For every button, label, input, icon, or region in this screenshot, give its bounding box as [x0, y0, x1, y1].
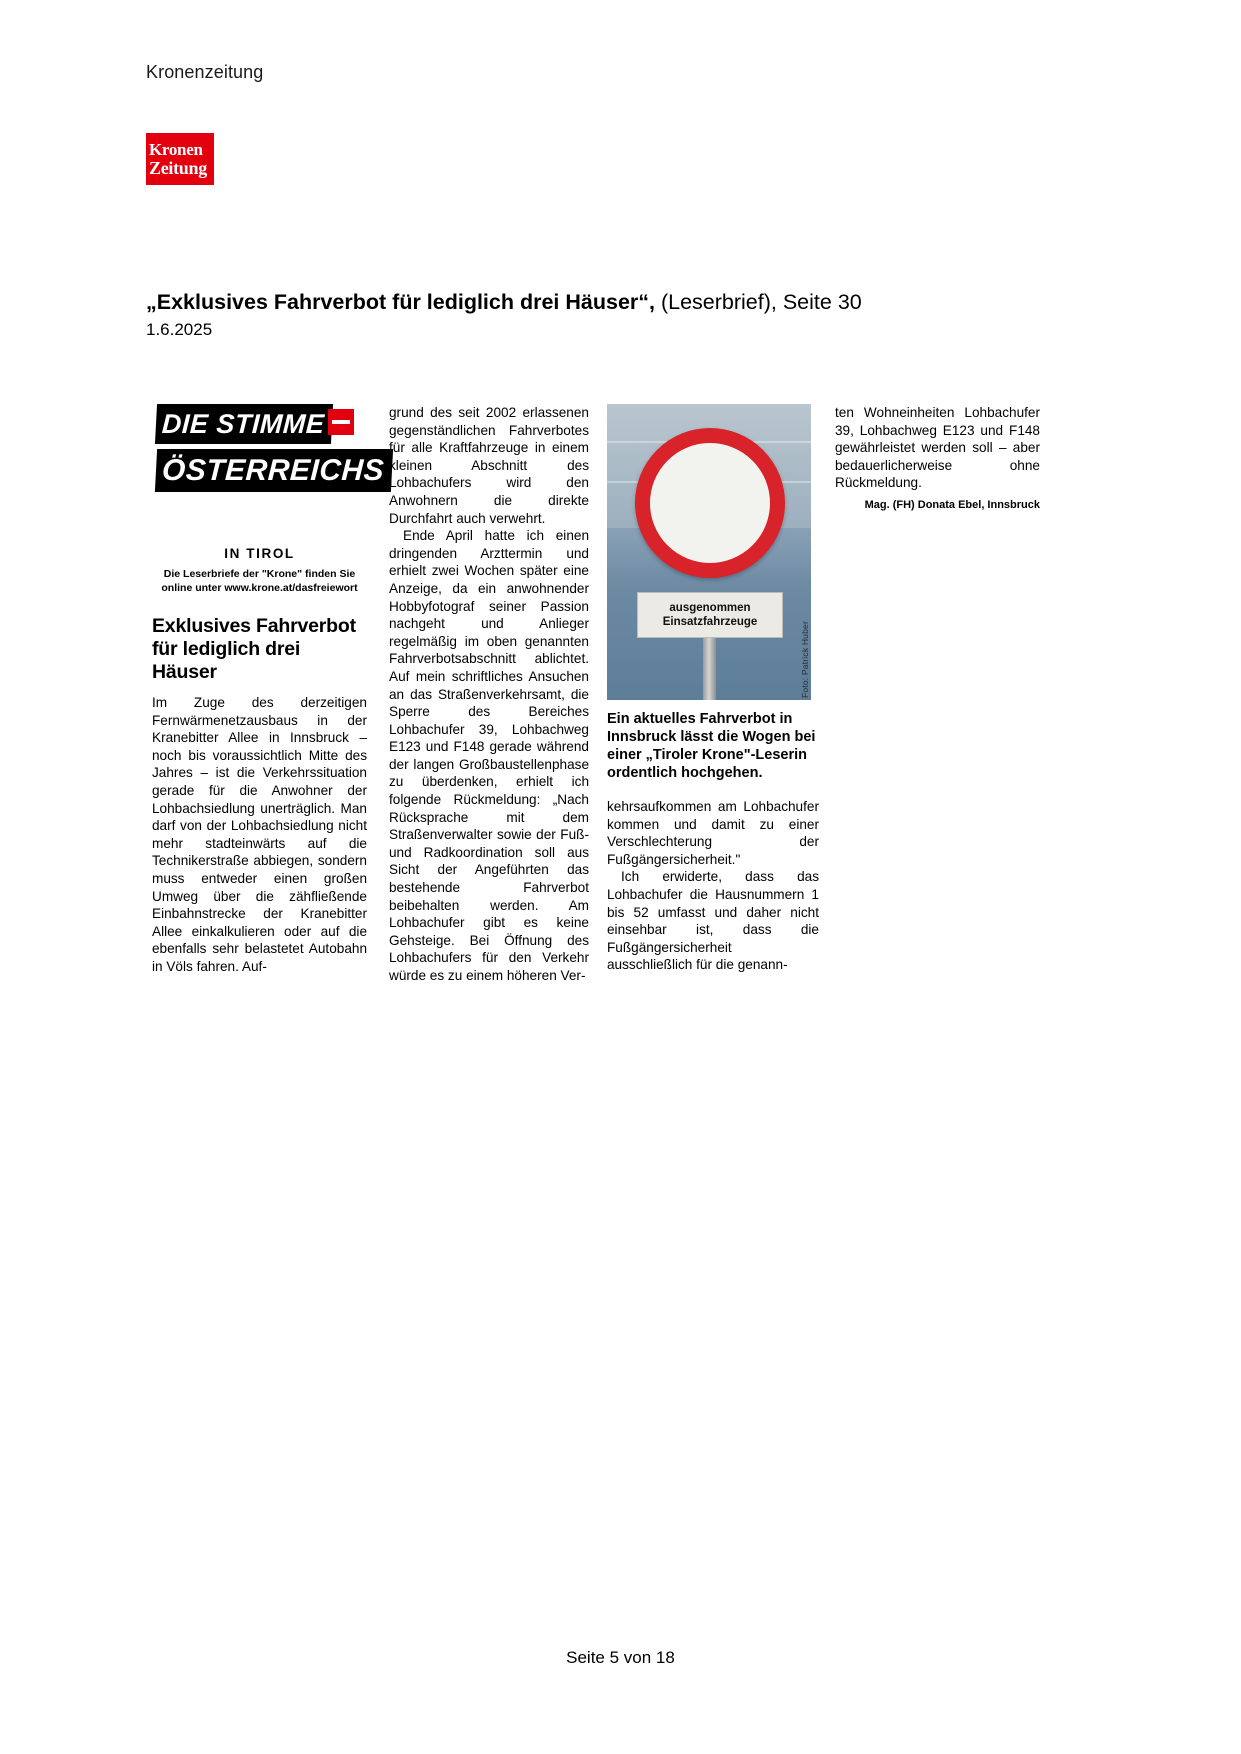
krone-zeitung-logo: [146, 133, 214, 185]
sign-post: [703, 638, 716, 700]
logo-line-1: Kronen: [149, 140, 203, 159]
clipping-column-4: [835, 404, 1040, 511]
brand-region-label: IN TIROL: [224, 546, 295, 561]
letter-signature: Mag. (FH) Donata Ebel, Innsbruck: [864, 498, 1040, 511]
clipping-body-col-2a: grund des seit 2002 erlassenen gegenständlichen Fahrverbotes für alle Kraftfahrzeuge in einem kleinen Abschnitt des Lohbachufers wird den Anwohnern die direkte Durchfahrt auch verwehrt.: [389, 405, 589, 526]
no-vehicles-sign-icon: [635, 428, 785, 578]
sign-plate-line-2: Einsatzfahrzeuge: [662, 616, 758, 628]
newspaper-clipping: [152, 404, 1102, 1024]
page-title: [146, 288, 1126, 316]
page-footer: Seite 5 von 18: [566, 1648, 675, 1667]
clipping-body-col-1: Im Zuge des derzeitigen Fernwärmenetzausbaus in der Kranebitter Allee in Innsbruck – noch bis voraussichtlich Mitte des Jahres – ist die Verkehrssituation gerade für die Anwohner der Lohbachsiedlung unerträglich. Man darf von der Lohbachsiedlung nicht mehr stadteinwärts auf die Technikerstraße abbiegen, sondern muss entweder einen großen Umweg über die zähfließende Einbahnstrecke der Kranebitter Allee einkalkulieren oder auf die ebenfalls sehr belastetet Autobahn in Völs fahren. Auf-: [152, 695, 367, 974]
brand-line-1: DIE STIMME: [155, 404, 333, 444]
clipping-body-col-4: ten Wohneinheiten Lohbachufer 39, Lohbachweg E123 und F148 gewährleistet werden soll – aber bedauerlicherweise ohne Rückmeldung.: [835, 405, 1040, 491]
brand-line-2: ÖSTERREICHS: [155, 449, 393, 492]
traffic-sign-photo: [607, 404, 811, 700]
article-title-rest: (Leserbrief), Seite 30: [655, 290, 862, 314]
clipping-body-col-3a: kehrsaufkommen am Lohbachufer kommen und damit zu einer Verschlechterung der Fußgängersicherheit.": [607, 799, 819, 867]
clipping-column-3: [607, 404, 819, 974]
clipping-column-1: [152, 404, 386, 976]
clipping-headline: Exklusives Fahrverbot für lediglich drei Häuser: [152, 615, 356, 683]
source-name: Kronenzeitung: [146, 62, 264, 82]
article-date: 1.6.2025: [146, 320, 213, 339]
sign-supplementary-plate: [637, 592, 783, 638]
clipping-column-2: [389, 404, 589, 985]
photo-credit: Foto: Patrick Huber: [800, 620, 810, 698]
clipping-body-col-3: [607, 798, 819, 974]
die-stimme-oesterreichs-logo: [156, 404, 386, 534]
logo-line-2: Zeitung: [149, 158, 207, 178]
leserbriefe-note: Die Leserbriefe der "Krone" finden Sie online unter www.krone.at/dasfreiewort: [161, 568, 358, 594]
article-title-quoted: „Exklusives Fahrverbot für lediglich drei Häuser“,: [146, 290, 655, 314]
clipping-body-col-3b: Ich erwiderte, dass das Lohbachufer die Hausnummern 1 bis 52 umfasst und daher nicht einsehbar ist, dass die Fußgängersicherheit ausschließlich für die genann-: [607, 869, 819, 973]
clipping-body-col-2b: Ende April hatte ich einen dringenden Arzttermin und erhielt zwei Wochen später eine Anzeige, da ein anwohnender Hobbyfotograf seiner Passion nachgeht und Anlieger regelmäßig im oben genannten Fahrverbotsabschnitt ablichtet. Auf mein schriftliches Ansuchen an das Straßenverkehrsamt, die Sperre des Bereiches Lohbachufer 39, Lohbachweg E123 und F148 gerade während der langen Großbaustellenphase zu überdenken, erhielt ich folgende Rückmeldung: „Nach Rücksprache mit dem Straßenverwalter sowie der Fuß- und Radkoordination soll aus Sicht der Angeführten das bestehende Fahrverbot beibehalten werden. Am Lohbachufer gibt es keine Gehsteige. Bei Öffnung des Lohbachufers für den Verkehr würde es zu einem höheren Ver-: [389, 528, 589, 983]
sign-plate-line-1: ausgenommen: [669, 602, 751, 614]
photo-caption: Ein aktuelles Fahrverbot in Innsbruck lässt die Wogen bei einer „Tiroler Krone"-Leserin ordentlich hochgehen.: [607, 711, 816, 781]
krone-flag-icon: [328, 409, 354, 435]
